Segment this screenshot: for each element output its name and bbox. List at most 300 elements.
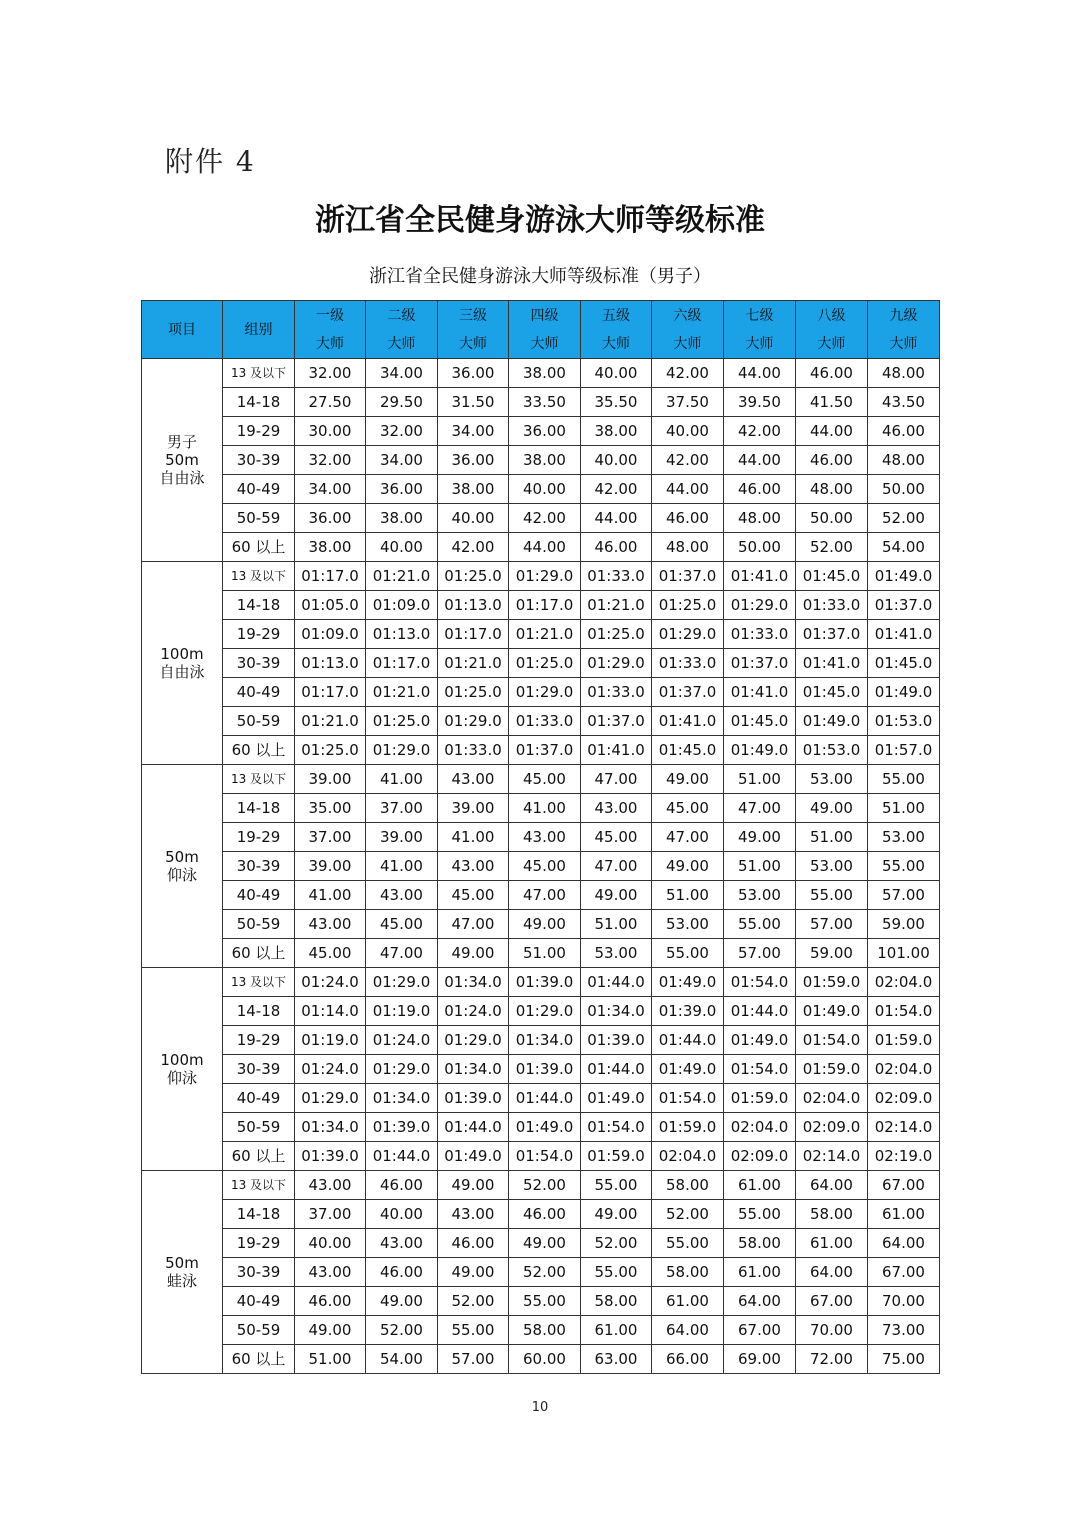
- age-group-cell: 13 及以下: [223, 562, 295, 591]
- time-value-cell: 60.00: [509, 1345, 581, 1374]
- table-caption: 浙江省全民健身游泳大师等级标准（男子）: [369, 266, 711, 287]
- time-value-cell: 50.00: [796, 504, 868, 533]
- age-group-cell: 50-59: [223, 1316, 295, 1345]
- time-value-cell: 02:14.0: [796, 1142, 868, 1171]
- age-group-cell: 14-18: [223, 997, 295, 1026]
- time-value-cell: 02:04.0: [868, 1055, 940, 1084]
- age-group-cell: 40-49: [223, 1084, 295, 1113]
- time-value-cell: 73.00: [868, 1316, 940, 1345]
- time-value-cell: 61.00: [796, 1229, 868, 1258]
- time-value-cell: 51.00: [652, 881, 724, 910]
- table-row: [142, 939, 940, 968]
- time-value-cell: 69.00: [724, 1345, 796, 1374]
- time-value-cell: 38.00: [509, 446, 581, 475]
- time-value-cell: 54.00: [366, 1345, 438, 1374]
- time-value-cell: 55.00: [652, 1229, 724, 1258]
- time-value-cell: 45.00: [581, 823, 652, 852]
- time-value-cell: 67.00: [868, 1171, 940, 1200]
- time-value-cell: 01:49.0: [796, 707, 868, 736]
- time-value-cell: 45.00: [652, 794, 724, 823]
- time-value-cell: 47.00: [581, 765, 652, 794]
- event-name-line: 50m: [165, 451, 199, 469]
- time-value-cell: 46.00: [581, 533, 652, 562]
- time-value-cell: 01:34.0: [366, 1084, 438, 1113]
- table-row: [142, 910, 940, 939]
- time-value-cell: 01:54.0: [724, 968, 796, 997]
- age-group-cell: 19-29: [223, 1026, 295, 1055]
- time-value-cell: 01:41.0: [724, 678, 796, 707]
- time-value-cell: 01:29.0: [438, 707, 509, 736]
- time-value-cell: 49.00: [796, 794, 868, 823]
- time-value-cell: 01:44.0: [509, 1084, 581, 1113]
- time-value-cell: 01:21.0: [509, 620, 581, 649]
- time-value-cell: 59.00: [796, 939, 868, 968]
- time-value-cell: 01:45.0: [724, 707, 796, 736]
- time-value-cell: 40.00: [581, 446, 652, 475]
- time-value-cell: 53.00: [652, 910, 724, 939]
- time-value-cell: 01:33.0: [581, 678, 652, 707]
- event-name-line: 自由泳: [159, 469, 205, 487]
- time-value-cell: 44.00: [724, 446, 796, 475]
- time-value-cell: 34.00: [366, 359, 438, 388]
- time-value-cell: 01:19.0: [295, 1026, 366, 1055]
- time-value-cell: 52.00: [652, 1200, 724, 1229]
- event-name-line: 仰泳: [166, 1069, 197, 1087]
- event-name-cell: [142, 562, 223, 765]
- time-value-cell: 01:25.0: [366, 707, 438, 736]
- time-value-cell: 01:21.0: [295, 707, 366, 736]
- time-value-cell: 01:33.0: [652, 649, 724, 678]
- header-level-8: 八级 大师: [796, 301, 868, 359]
- time-value-cell: 54.00: [868, 533, 940, 562]
- time-value-cell: 01:33.0: [438, 736, 509, 765]
- attachment-label: 附件 4: [165, 145, 256, 178]
- time-value-cell: 51.00: [724, 852, 796, 881]
- time-value-cell: 52.00: [868, 504, 940, 533]
- time-value-cell: 01:59.0: [724, 1084, 796, 1113]
- table-row: [142, 707, 940, 736]
- time-value-cell: 48.00: [796, 475, 868, 504]
- time-value-cell: 01:37.0: [652, 562, 724, 591]
- time-value-cell: 01:49.0: [438, 1142, 509, 1171]
- time-value-cell: 39.00: [438, 794, 509, 823]
- table-row: [142, 1345, 940, 1374]
- time-value-cell: 49.00: [581, 1200, 652, 1229]
- time-value-cell: 43.00: [366, 1229, 438, 1258]
- time-value-cell: 41.50: [796, 388, 868, 417]
- age-group-cell: 40-49: [223, 678, 295, 707]
- table-row: [142, 533, 940, 562]
- table-row: [142, 1258, 940, 1287]
- time-value-cell: 41.00: [509, 794, 581, 823]
- time-value-cell: 51.00: [796, 823, 868, 852]
- table-header-row: [142, 301, 940, 359]
- time-value-cell: 58.00: [724, 1229, 796, 1258]
- header-group: 组别: [223, 301, 295, 359]
- time-value-cell: 51.00: [509, 939, 581, 968]
- time-value-cell: 01:33.0: [509, 707, 581, 736]
- time-value-cell: 39.00: [295, 765, 366, 794]
- header-level-5: 五级 大师: [581, 301, 652, 359]
- header-level-4: 四级 大师: [509, 301, 581, 359]
- age-group-cell: 60 以上: [223, 533, 295, 562]
- age-group-cell: 13 及以下: [223, 1171, 295, 1200]
- age-group-cell: 60 以上: [223, 736, 295, 765]
- time-value-cell: 64.00: [796, 1171, 868, 1200]
- time-value-cell: 45.00: [366, 910, 438, 939]
- time-value-cell: 70.00: [868, 1287, 940, 1316]
- time-value-cell: 49.00: [652, 852, 724, 881]
- time-value-cell: 55.00: [868, 852, 940, 881]
- time-value-cell: 27.50: [295, 388, 366, 417]
- time-value-cell: 01:49.0: [796, 997, 868, 1026]
- time-value-cell: 43.00: [581, 794, 652, 823]
- table-row: [142, 417, 940, 446]
- time-value-cell: 01:29.0: [366, 968, 438, 997]
- time-value-cell: 01:59.0: [581, 1142, 652, 1171]
- table-row: [142, 504, 940, 533]
- header-level-6: 六级 大师: [652, 301, 724, 359]
- time-value-cell: 01:33.0: [796, 591, 868, 620]
- time-value-cell: 01:09.0: [366, 591, 438, 620]
- time-value-cell: 01:34.0: [581, 997, 652, 1026]
- time-value-cell: 39.00: [366, 823, 438, 852]
- time-value-cell: 38.00: [295, 533, 366, 562]
- time-value-cell: 43.00: [438, 765, 509, 794]
- time-value-cell: 53.00: [581, 939, 652, 968]
- time-value-cell: 02:09.0: [724, 1142, 796, 1171]
- time-value-cell: 01:13.0: [366, 620, 438, 649]
- age-group-cell: 30-39: [223, 852, 295, 881]
- time-value-cell: 38.00: [366, 504, 438, 533]
- time-value-cell: 01:49.0: [724, 1026, 796, 1055]
- time-value-cell: 38.00: [438, 475, 509, 504]
- time-value-cell: 01:44.0: [724, 997, 796, 1026]
- grade-standard-table: [141, 300, 940, 1374]
- time-value-cell: 45.00: [509, 765, 581, 794]
- time-value-cell: 40.00: [438, 504, 509, 533]
- time-value-cell: 01:37.0: [724, 649, 796, 678]
- age-group-cell: 40-49: [223, 1287, 295, 1316]
- time-value-cell: 01:54.0: [509, 1142, 581, 1171]
- time-value-cell: 47.00: [509, 881, 581, 910]
- time-value-cell: 40.00: [581, 359, 652, 388]
- age-group-cell: 30-39: [223, 1055, 295, 1084]
- time-value-cell: 01:49.0: [724, 736, 796, 765]
- time-value-cell: 02:04.0: [796, 1084, 868, 1113]
- time-value-cell: 01:49.0: [509, 1113, 581, 1142]
- time-value-cell: 43.00: [295, 1171, 366, 1200]
- time-value-cell: 48.00: [724, 504, 796, 533]
- time-value-cell: 01:45.0: [796, 562, 868, 591]
- event-name-cell: [142, 765, 223, 968]
- time-value-cell: 50.00: [868, 475, 940, 504]
- time-value-cell: 46.00: [724, 475, 796, 504]
- header-level-7: 七级 大师: [724, 301, 796, 359]
- event-name-line: 蛙泳: [166, 1272, 197, 1290]
- time-value-cell: 01:39.0: [438, 1084, 509, 1113]
- time-value-cell: 35.50: [581, 388, 652, 417]
- time-value-cell: 55.00: [724, 1200, 796, 1229]
- time-value-cell: 36.00: [366, 475, 438, 504]
- time-value-cell: 46.00: [366, 1171, 438, 1200]
- time-value-cell: 02:04.0: [868, 968, 940, 997]
- time-value-cell: 39.50: [724, 388, 796, 417]
- time-value-cell: 55.00: [652, 939, 724, 968]
- table-row: [142, 446, 940, 475]
- time-value-cell: 37.00: [366, 794, 438, 823]
- time-value-cell: 47.00: [366, 939, 438, 968]
- table-row: [142, 1113, 940, 1142]
- time-value-cell: 01:45.0: [652, 736, 724, 765]
- time-value-cell: 01:13.0: [295, 649, 366, 678]
- time-value-cell: 02:04.0: [652, 1142, 724, 1171]
- event-name-line: 50m: [165, 1254, 199, 1272]
- time-value-cell: 47.00: [581, 852, 652, 881]
- time-value-cell: 44.00: [581, 504, 652, 533]
- time-value-cell: 33.50: [509, 388, 581, 417]
- time-value-cell: 64.00: [868, 1229, 940, 1258]
- time-value-cell: 51.00: [868, 794, 940, 823]
- time-value-cell: 01:39.0: [366, 1113, 438, 1142]
- time-value-cell: 01:25.0: [509, 649, 581, 678]
- time-value-cell: 75.00: [868, 1345, 940, 1374]
- time-value-cell: 01:34.0: [509, 1026, 581, 1055]
- time-value-cell: 01:54.0: [581, 1113, 652, 1142]
- time-value-cell: 01:45.0: [868, 649, 940, 678]
- age-group-cell: 60 以上: [223, 1345, 295, 1374]
- time-value-cell: 01:25.0: [295, 736, 366, 765]
- time-value-cell: 01:37.0: [868, 591, 940, 620]
- time-value-cell: 52.00: [509, 1258, 581, 1287]
- time-value-cell: 30.00: [295, 417, 366, 446]
- time-value-cell: 01:59.0: [652, 1113, 724, 1142]
- time-value-cell: 47.00: [652, 823, 724, 852]
- time-value-cell: 49.00: [438, 1258, 509, 1287]
- time-value-cell: 01:14.0: [295, 997, 366, 1026]
- time-value-cell: 57.00: [868, 881, 940, 910]
- time-value-cell: 55.00: [581, 1258, 652, 1287]
- time-value-cell: 63.00: [581, 1345, 652, 1374]
- time-value-cell: 01:41.0: [581, 736, 652, 765]
- time-value-cell: 36.00: [295, 504, 366, 533]
- table-row: [142, 852, 940, 881]
- time-value-cell: 55.00: [868, 765, 940, 794]
- time-value-cell: 01:49.0: [652, 968, 724, 997]
- time-value-cell: 46.00: [295, 1287, 366, 1316]
- time-value-cell: 61.00: [724, 1258, 796, 1287]
- time-value-cell: 43.00: [438, 852, 509, 881]
- time-value-cell: 01:09.0: [295, 620, 366, 649]
- table-body: [142, 359, 940, 1374]
- table-row: [142, 1287, 940, 1316]
- table-row: [142, 678, 940, 707]
- time-value-cell: 01:25.0: [438, 678, 509, 707]
- time-value-cell: 01:21.0: [366, 562, 438, 591]
- time-value-cell: 01:29.0: [366, 1055, 438, 1084]
- time-value-cell: 46.00: [868, 417, 940, 446]
- time-value-cell: 57.00: [724, 939, 796, 968]
- time-value-cell: 01:53.0: [796, 736, 868, 765]
- header-event: 项目: [142, 301, 223, 359]
- time-value-cell: 01:49.0: [868, 678, 940, 707]
- time-value-cell: 61.00: [652, 1287, 724, 1316]
- time-value-cell: 39.00: [295, 852, 366, 881]
- time-value-cell: 01:29.0: [581, 649, 652, 678]
- time-value-cell: 44.00: [509, 533, 581, 562]
- time-value-cell: 38.00: [509, 359, 581, 388]
- time-value-cell: 49.00: [581, 881, 652, 910]
- table-row: [142, 475, 940, 504]
- age-group-cell: 14-18: [223, 794, 295, 823]
- time-value-cell: 01:25.0: [438, 562, 509, 591]
- time-value-cell: 01:54.0: [724, 1055, 796, 1084]
- time-value-cell: 58.00: [652, 1171, 724, 1200]
- time-value-cell: 64.00: [796, 1258, 868, 1287]
- time-value-cell: 01:19.0: [366, 997, 438, 1026]
- time-value-cell: 01:24.0: [438, 997, 509, 1026]
- time-value-cell: 01:49.0: [652, 1055, 724, 1084]
- time-value-cell: 72.00: [796, 1345, 868, 1374]
- time-value-cell: 49.00: [652, 765, 724, 794]
- table-row: [142, 1084, 940, 1113]
- time-value-cell: 58.00: [652, 1258, 724, 1287]
- age-group-cell: 14-18: [223, 1200, 295, 1229]
- time-value-cell: 01:25.0: [581, 620, 652, 649]
- table-row: [142, 1200, 940, 1229]
- time-value-cell: 01:44.0: [366, 1142, 438, 1171]
- time-value-cell: 01:44.0: [581, 968, 652, 997]
- event-name-cell: [142, 1171, 223, 1374]
- time-value-cell: 101.00: [868, 939, 940, 968]
- time-value-cell: 43.00: [295, 1258, 366, 1287]
- time-value-cell: 01:44.0: [652, 1026, 724, 1055]
- time-value-cell: 36.00: [509, 417, 581, 446]
- time-value-cell: 01:34.0: [438, 1055, 509, 1084]
- time-value-cell: 37.00: [295, 823, 366, 852]
- time-value-cell: 46.00: [366, 1258, 438, 1287]
- age-group-cell: 13 及以下: [223, 359, 295, 388]
- time-value-cell: 32.00: [366, 417, 438, 446]
- time-value-cell: 01:39.0: [581, 1026, 652, 1055]
- table-row: [142, 881, 940, 910]
- time-value-cell: 01:17.0: [295, 678, 366, 707]
- time-value-cell: 40.00: [652, 417, 724, 446]
- time-value-cell: 40.00: [509, 475, 581, 504]
- time-value-cell: 55.00: [796, 881, 868, 910]
- time-value-cell: 01:54.0: [868, 997, 940, 1026]
- table-row: [142, 997, 940, 1026]
- time-value-cell: 01:59.0: [796, 1055, 868, 1084]
- time-value-cell: 01:05.0: [295, 591, 366, 620]
- age-group-cell: 19-29: [223, 1229, 295, 1258]
- time-value-cell: 52.00: [438, 1287, 509, 1316]
- time-value-cell: 01:37.0: [509, 736, 581, 765]
- event-name-cell: [142, 968, 223, 1171]
- time-value-cell: 01:17.0: [509, 591, 581, 620]
- age-group-cell: 14-18: [223, 591, 295, 620]
- time-value-cell: 01:44.0: [581, 1055, 652, 1084]
- time-value-cell: 01:34.0: [438, 968, 509, 997]
- time-value-cell: 53.00: [796, 765, 868, 794]
- time-value-cell: 01:13.0: [438, 591, 509, 620]
- age-group-cell: 13 及以下: [223, 968, 295, 997]
- table-row: [142, 823, 940, 852]
- time-value-cell: 38.00: [581, 417, 652, 446]
- age-group-cell: 19-29: [223, 620, 295, 649]
- table-row: [142, 765, 940, 794]
- time-value-cell: 01:59.0: [796, 968, 868, 997]
- time-value-cell: 44.00: [796, 417, 868, 446]
- time-value-cell: 53.00: [724, 881, 796, 910]
- age-group-cell: 50-59: [223, 910, 295, 939]
- time-value-cell: 01:54.0: [652, 1084, 724, 1113]
- time-value-cell: 01:29.0: [509, 562, 581, 591]
- time-value-cell: 46.00: [796, 359, 868, 388]
- header-level-1: 一级 大师: [295, 301, 366, 359]
- time-value-cell: 70.00: [796, 1316, 868, 1345]
- time-value-cell: 49.00: [438, 939, 509, 968]
- age-group-cell: 30-39: [223, 649, 295, 678]
- time-value-cell: 59.00: [868, 910, 940, 939]
- time-value-cell: 01:33.0: [581, 562, 652, 591]
- time-value-cell: 50.00: [724, 533, 796, 562]
- time-value-cell: 01:39.0: [652, 997, 724, 1026]
- age-group-cell: 40-49: [223, 475, 295, 504]
- time-value-cell: 42.00: [724, 417, 796, 446]
- time-value-cell: 01:39.0: [295, 1142, 366, 1171]
- time-value-cell: 31.50: [438, 388, 509, 417]
- header-level-9: 九级 大师: [868, 301, 940, 359]
- time-value-cell: 47.00: [438, 910, 509, 939]
- time-value-cell: 36.00: [438, 446, 509, 475]
- table-row: [142, 968, 940, 997]
- time-value-cell: 64.00: [652, 1316, 724, 1345]
- time-value-cell: 41.00: [366, 852, 438, 881]
- time-value-cell: 52.00: [509, 1171, 581, 1200]
- time-value-cell: 01:29.0: [509, 678, 581, 707]
- time-value-cell: 52.00: [366, 1316, 438, 1345]
- time-value-cell: 01:29.0: [438, 1026, 509, 1055]
- time-value-cell: 44.00: [652, 475, 724, 504]
- time-value-cell: 45.00: [295, 939, 366, 968]
- time-value-cell: 48.00: [868, 359, 940, 388]
- time-value-cell: 35.00: [295, 794, 366, 823]
- time-value-cell: 01:33.0: [724, 620, 796, 649]
- age-group-cell: 19-29: [223, 823, 295, 852]
- time-value-cell: 43.00: [438, 1200, 509, 1229]
- time-value-cell: 41.00: [438, 823, 509, 852]
- time-value-cell: 01:21.0: [581, 591, 652, 620]
- age-group-cell: 50-59: [223, 1113, 295, 1142]
- age-group-cell: 50-59: [223, 504, 295, 533]
- age-group-cell: 60 以上: [223, 1142, 295, 1171]
- time-value-cell: 57.00: [438, 1345, 509, 1374]
- time-value-cell: 01:29.0: [509, 997, 581, 1026]
- time-value-cell: 67.00: [724, 1316, 796, 1345]
- time-value-cell: 32.00: [295, 359, 366, 388]
- time-value-cell: 34.00: [295, 475, 366, 504]
- time-value-cell: 55.00: [509, 1287, 581, 1316]
- time-value-cell: 40.00: [295, 1229, 366, 1258]
- age-group-cell: 14-18: [223, 388, 295, 417]
- time-value-cell: 49.00: [438, 1171, 509, 1200]
- time-value-cell: 44.00: [724, 359, 796, 388]
- page-title: 浙江省全民健身游泳大师等级标准: [315, 203, 765, 238]
- time-value-cell: 46.00: [438, 1229, 509, 1258]
- time-value-cell: 64.00: [724, 1287, 796, 1316]
- time-value-cell: 48.00: [652, 533, 724, 562]
